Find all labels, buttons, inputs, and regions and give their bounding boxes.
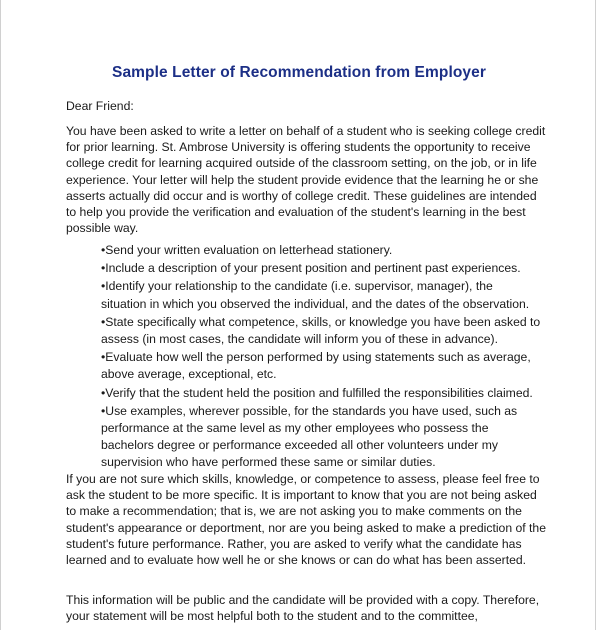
closing-paragraph: This information will be public and the candidate will be provided with a copy. Therefore, your statement will be most helpful both to the student and to the committee, <box>66 593 540 624</box>
list-item: •Use examples, wherever possible, for the standards you have used, such as performance at the same level as my other employees who possess the bachelors degree or performance exceeded all other volunteers under my supervision who have performed these same or similar duties. <box>101 403 518 470</box>
list-item: •Verify that the student held the position and fulfilled the responsibilities claimed. <box>101 385 533 400</box>
guidelines-list <box>101 242 541 473</box>
clarification-paragraph: If you are not sure which skills, knowledge, or competence to assess, please feel free to ask the student to be more specific. It is important to know that you are not being asked to make a recommendation; that is, we are not asking you to make comments on the student's appearance or deportment, nor are you being asked to make a prediction of the student's future performance. Rather, you are asked to verify what the candidate has learned and to evaluate how well he or she knows or can do what has been asserted. <box>66 472 546 568</box>
list-item: •Identify your relationship to the candidate (i.e. supervisor, manager), the situation in which you observed the individual, and the dates of the observation. <box>101 279 530 311</box>
list-item: •Send your written evaluation on letterhead stationery. <box>101 243 393 257</box>
list-item: •Evaluate how well the person performed by using statements such as average, above average, exceptional, etc. <box>101 350 531 382</box>
salutation: Dear Friend: <box>66 99 134 113</box>
list-item: •Include a description of your present position and pertinent past experiences. <box>101 261 521 276</box>
list-item: •State specifically what competence, skills, or knowledge you have been asked to assess (in most cases, the candidate will inform you of these in advance). <box>101 314 541 347</box>
intro-paragraph: You have been asked to write a letter on behalf of a student who is seeking college credit for prior learning. St. Ambrose University is offering students the opportunity to receive college credit for learning acquired outside of the classroom setting, on the job, or in life experience. Your letter will help the student provide evidence that the learning he or she asserts actually did occur and is worthy of college credit. These guidelines are intended to help you provide the verification and evaluation of the student's learning in the best possible way. <box>66 124 546 236</box>
document-title: Sample Letter of Recommendation from Employer <box>112 64 486 81</box>
